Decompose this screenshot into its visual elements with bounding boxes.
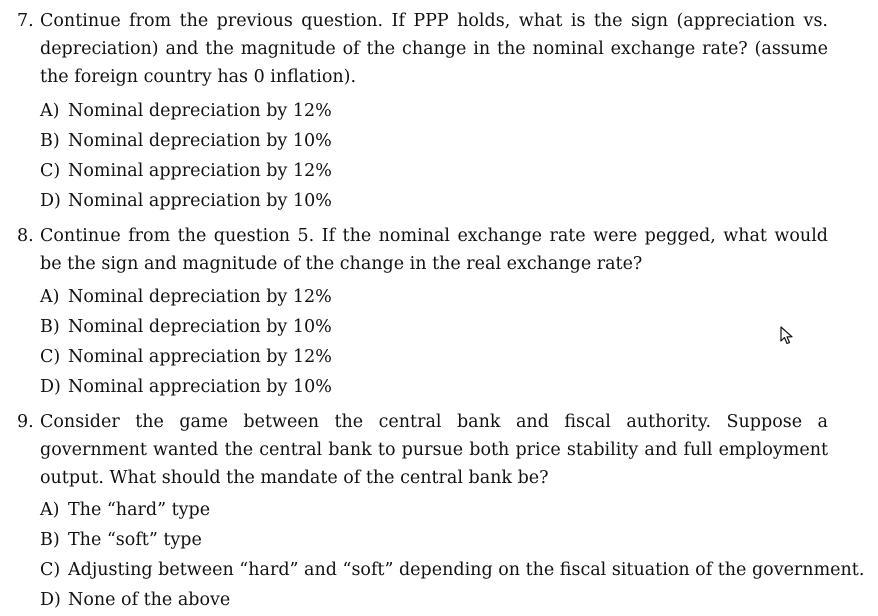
- option-8b[interactable]: [40, 315, 332, 339]
- option-8a[interactable]: [40, 285, 332, 309]
- option-letter: B): [40, 530, 60, 550]
- option-letter: C): [40, 560, 61, 580]
- option-letter: C): [40, 161, 61, 181]
- option-7d[interactable]: [40, 189, 332, 213]
- option-text: Nominal depreciation by 10%: [68, 131, 332, 151]
- option-letter: D): [40, 590, 61, 610]
- option-letter: D): [40, 191, 61, 211]
- question-text: Consider the game between the central bank and fiscal authority. Suppose a government wanted the central bank to pursue both price stability and full employment output. What should the mandate of the central bank be?: [40, 412, 828, 488]
- option-7b[interactable]: [40, 129, 332, 153]
- option-letter: B): [40, 131, 60, 151]
- question-number: 7.: [17, 11, 34, 31]
- option-text: Nominal depreciation by 12%: [68, 101, 332, 121]
- option-text: The “soft” type: [68, 530, 202, 550]
- option-text: Nominal appreciation by 12%: [68, 161, 332, 181]
- option-letter: A): [40, 101, 60, 121]
- option-text: Nominal appreciation by 10%: [68, 377, 332, 397]
- option-9b[interactable]: [40, 528, 202, 552]
- option-letter: D): [40, 377, 61, 397]
- option-text: None of the above: [68, 590, 231, 610]
- option-9d[interactable]: [40, 588, 230, 612]
- question-text: Continue from the previous question. If PPP holds, what is the sign (appreciation vs. depreciation) and the magnitude of the change in the nominal exchange rate? (assume the foreign country has 0 inflation).: [40, 11, 828, 87]
- option-8d[interactable]: [40, 375, 332, 399]
- option-letter: C): [40, 347, 61, 367]
- question-text: Continue from the question 5. If the nominal exchange rate were pegged, what would be the sign and magnitude of the change in the real exchange rate?: [40, 226, 828, 274]
- option-text: Adjusting between “hard” and “soft” depending on the fiscal situation of the government.: [68, 560, 865, 580]
- option-text: Nominal depreciation by 10%: [68, 317, 332, 337]
- option-8c[interactable]: [40, 345, 332, 369]
- question-number: 8.: [17, 226, 34, 246]
- option-7c[interactable]: [40, 159, 332, 183]
- option-letter: B): [40, 317, 60, 337]
- option-text: The “hard” type: [68, 500, 211, 520]
- option-text: Nominal appreciation by 12%: [68, 347, 332, 367]
- option-7a[interactable]: [40, 99, 332, 123]
- option-9c[interactable]: [40, 558, 864, 582]
- option-letter: A): [40, 500, 60, 520]
- option-text: Nominal depreciation by 12%: [68, 287, 332, 307]
- option-text: Nominal appreciation by 10%: [68, 191, 332, 211]
- option-letter: A): [40, 287, 60, 307]
- option-9a[interactable]: [40, 498, 210, 522]
- question-number: 9.: [17, 412, 34, 432]
- mouse-pointer-icon: [780, 326, 796, 346]
